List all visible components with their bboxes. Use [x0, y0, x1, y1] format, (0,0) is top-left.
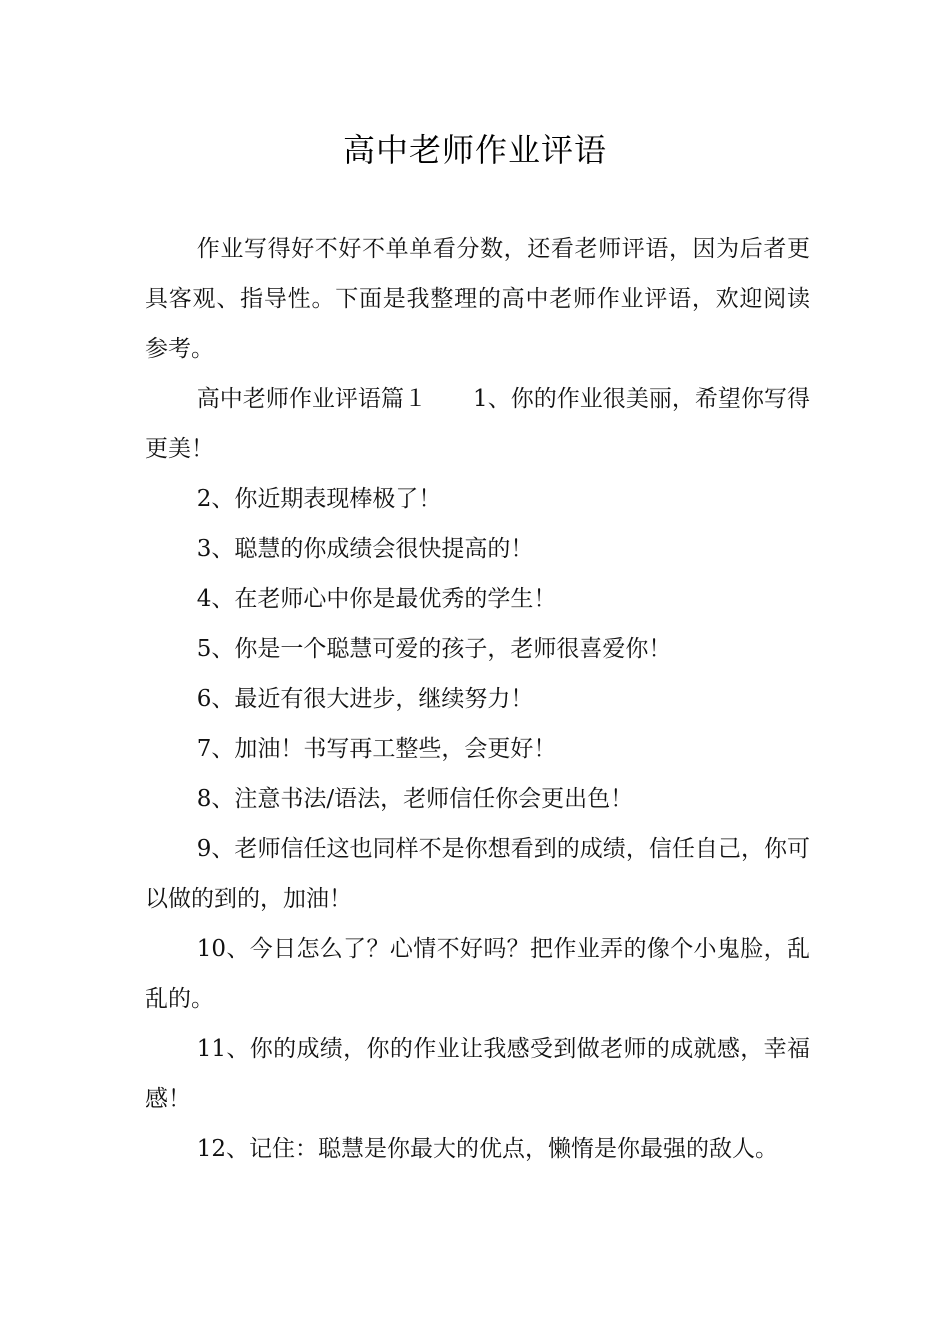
comment-item: 3、聪慧的你成绩会很快提高的！	[196, 536, 534, 562]
paragraph-intro: 作业写得好不好不单单看分数，还看老师评语，因为后者更具客观、指导性。下面是我整理的高中老师作业评语，欢迎阅读参考。	[145, 236, 810, 362]
comment-item: 11、你的成绩，你的作业让我感受到做老师的成就感，幸福感！	[145, 1036, 810, 1112]
comment-item: 12、记住：聪慧是你最大的优点，懒惰是你最强的敌人。	[196, 1136, 779, 1162]
comment-item: 9、老师信任这也同样不是你想看到的成绩，信任自己，你可以做的到的，加油！	[145, 836, 810, 912]
comment-item: 5、你是一个聪慧可爱的孩子，老师很喜爱你！	[196, 636, 672, 662]
document-title: 高中老师作业评语	[342, 131, 607, 169]
comment-item: 6、最近有很大进步，继续努力！	[196, 686, 534, 712]
comment-item: 7、加油！书写再工整些，会更好！	[196, 736, 557, 762]
comment-item: 2、你近期表现棒极了！	[196, 486, 442, 512]
comment-item: 8、注意书法/语法，老师信任你会更出色！	[196, 786, 634, 812]
paragraph-section-heading: 高中老师作业评语篇１ 1、你的作业很美丽，希望你写得更美！	[145, 386, 810, 462]
comment-item: 10、今日怎么了？心情不好吗？把作业弄的像个小鬼脸，乱乱的。	[145, 936, 810, 1012]
document-body	[145, 224, 810, 1174]
comment-item: 4、在老师心中你是最优秀的学生！	[196, 586, 557, 612]
